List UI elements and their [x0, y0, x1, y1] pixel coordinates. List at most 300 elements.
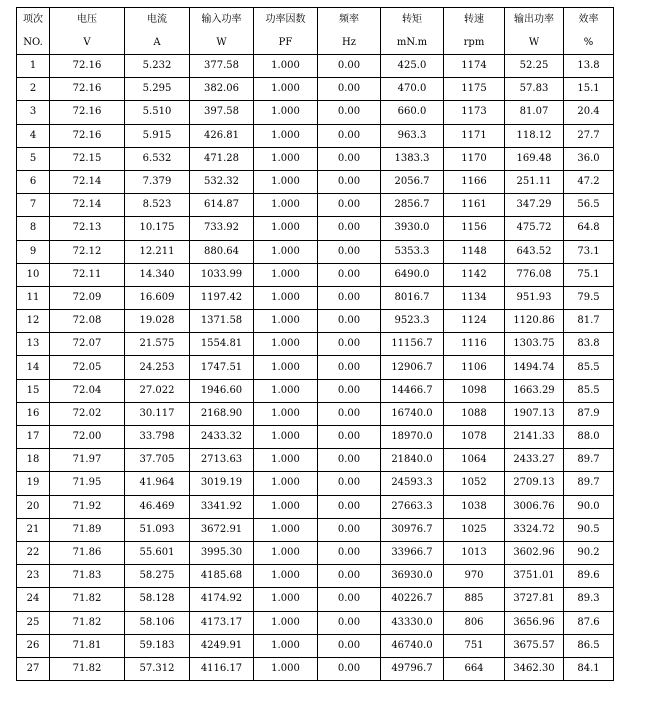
- header-cell: 转速: [444, 8, 505, 32]
- table-cell: 71.82: [50, 657, 125, 680]
- table-cell: 19.028: [125, 310, 190, 333]
- table-cell: 6: [17, 170, 50, 193]
- motor-test-data-table: [16, 7, 614, 681]
- table-row: [17, 495, 614, 518]
- table-cell: 72.16: [50, 55, 125, 78]
- table-cell: 3930.0: [381, 217, 444, 240]
- table-cell: 377.58: [190, 55, 254, 78]
- table-cell: 1.000: [254, 194, 318, 217]
- table-cell: 1371.58: [190, 310, 254, 333]
- table-cell: 1106: [444, 356, 505, 379]
- table-cell: 12: [17, 310, 50, 333]
- table-cell: 0.00: [318, 541, 381, 564]
- table-cell: 33966.7: [381, 541, 444, 564]
- header-cell: 频率: [318, 8, 381, 32]
- table-cell: 2433.27: [505, 449, 564, 472]
- table-cell: 85.5: [564, 356, 614, 379]
- table-header: [17, 8, 614, 55]
- table-cell: 9523.3: [381, 310, 444, 333]
- table-cell: 2709.13: [505, 472, 564, 495]
- table-cell: 1124: [444, 310, 505, 333]
- table-cell: 0.00: [318, 194, 381, 217]
- table-cell: 41.964: [125, 472, 190, 495]
- table-cell: 1.000: [254, 541, 318, 564]
- table-cell: 3019.19: [190, 472, 254, 495]
- table-cell: 1052: [444, 472, 505, 495]
- table-cell: 347.29: [505, 194, 564, 217]
- table-cell: 30976.7: [381, 518, 444, 541]
- table-cell: 16: [17, 402, 50, 425]
- table-cell: 3656.96: [505, 611, 564, 634]
- table-cell: 2: [17, 78, 50, 101]
- table-cell: 36930.0: [381, 565, 444, 588]
- table-cell: 8016.7: [381, 286, 444, 309]
- table-cell: 664: [444, 657, 505, 680]
- table-cell: 471.28: [190, 147, 254, 170]
- table-cell: 22: [17, 541, 50, 564]
- table-cell: 470.0: [381, 78, 444, 101]
- table-row: [17, 449, 614, 472]
- table-cell: 0.00: [318, 286, 381, 309]
- table-cell: 36.0: [564, 147, 614, 170]
- table-cell: 14466.7: [381, 379, 444, 402]
- table-cell: 1.000: [254, 634, 318, 657]
- table-cell: 84.1: [564, 657, 614, 680]
- table-cell: 11156.7: [381, 333, 444, 356]
- table-cell: 12.211: [125, 240, 190, 263]
- table-cell: 2433.32: [190, 426, 254, 449]
- table-cell: 71.97: [50, 449, 125, 472]
- table-cell: 6490.0: [381, 263, 444, 286]
- table-cell: 33.798: [125, 426, 190, 449]
- table-cell: 4249.91: [190, 634, 254, 657]
- table-cell: 72.14: [50, 170, 125, 193]
- table-cell: 1064: [444, 449, 505, 472]
- header-cell: 项次: [17, 8, 50, 32]
- table-cell: 885: [444, 588, 505, 611]
- table-cell: 2856.7: [381, 194, 444, 217]
- table-cell: 72.12: [50, 240, 125, 263]
- table-row: [17, 333, 614, 356]
- table-cell: 5.295: [125, 78, 190, 101]
- table-cell: 0.00: [318, 426, 381, 449]
- table-cell: 1166: [444, 170, 505, 193]
- table-cell: 18: [17, 449, 50, 472]
- header-cell: 电压: [50, 8, 125, 32]
- table-cell: 643.52: [505, 240, 564, 263]
- table-cell: 86.5: [564, 634, 614, 657]
- table-cell: 806: [444, 611, 505, 634]
- table-cell: 1.000: [254, 124, 318, 147]
- table-cell: 72.16: [50, 101, 125, 124]
- table-cell: 1038: [444, 495, 505, 518]
- table-cell: 0.00: [318, 147, 381, 170]
- table-cell: 0.00: [318, 170, 381, 193]
- table-cell: 1088: [444, 402, 505, 425]
- table-cell: 1134: [444, 286, 505, 309]
- table-cell: 72.14: [50, 194, 125, 217]
- table-cell: 87.6: [564, 611, 614, 634]
- table-cell: 3751.01: [505, 565, 564, 588]
- table-row: [17, 356, 614, 379]
- table-cell: 1161: [444, 194, 505, 217]
- table-row: [17, 472, 614, 495]
- table-row: [17, 217, 614, 240]
- table-cell: 40226.7: [381, 588, 444, 611]
- table-cell: 15: [17, 379, 50, 402]
- table-cell: 72.07: [50, 333, 125, 356]
- table-row: [17, 588, 614, 611]
- table-cell: 72.04: [50, 379, 125, 402]
- table-cell: 46.469: [125, 495, 190, 518]
- table-cell: 81.07: [505, 101, 564, 124]
- table-cell: 83.8: [564, 333, 614, 356]
- table-cell: 1.000: [254, 495, 318, 518]
- table-cell: 18970.0: [381, 426, 444, 449]
- table-cell: 1907.13: [505, 402, 564, 425]
- table-cell: 1.000: [254, 101, 318, 124]
- table-cell: 72.13: [50, 217, 125, 240]
- table-cell: 73.1: [564, 240, 614, 263]
- table-row: [17, 286, 614, 309]
- table-cell: 4173.17: [190, 611, 254, 634]
- table-cell: 0.00: [318, 217, 381, 240]
- table-row: [17, 124, 614, 147]
- table-cell: 251.11: [505, 170, 564, 193]
- table-cell: 0.00: [318, 124, 381, 147]
- table-cell: 660.0: [381, 101, 444, 124]
- unit-cell: W: [190, 31, 254, 55]
- table-cell: 89.7: [564, 449, 614, 472]
- table-cell: 81.7: [564, 310, 614, 333]
- table-cell: 951.93: [505, 286, 564, 309]
- table-cell: 24593.3: [381, 472, 444, 495]
- table-cell: 21840.0: [381, 449, 444, 472]
- table-cell: 1.000: [254, 565, 318, 588]
- table-cell: 71.82: [50, 611, 125, 634]
- table-cell: 425.0: [381, 55, 444, 78]
- table-row: [17, 634, 614, 657]
- table-cell: 1.000: [254, 518, 318, 541]
- table-cell: 1.000: [254, 472, 318, 495]
- table-cell: 6.532: [125, 147, 190, 170]
- table-cell: 3006.76: [505, 495, 564, 518]
- table-cell: 2141.33: [505, 426, 564, 449]
- table-cell: 15.1: [564, 78, 614, 101]
- table-cell: 72.16: [50, 124, 125, 147]
- table-cell: 5353.3: [381, 240, 444, 263]
- table-cell: 397.58: [190, 101, 254, 124]
- table-cell: 27.7: [564, 124, 614, 147]
- table-cell: 614.87: [190, 194, 254, 217]
- table-cell: 3727.81: [505, 588, 564, 611]
- table-cell: 426.81: [190, 124, 254, 147]
- table-cell: 51.093: [125, 518, 190, 541]
- table-cell: 1174: [444, 55, 505, 78]
- table-cell: 90.0: [564, 495, 614, 518]
- table-cell: 0.00: [318, 611, 381, 634]
- table-cell: 19: [17, 472, 50, 495]
- table-cell: 90.2: [564, 541, 614, 564]
- table-cell: 71.81: [50, 634, 125, 657]
- table-cell: 382.06: [190, 78, 254, 101]
- table-cell: 30.117: [125, 402, 190, 425]
- table-cell: 37.705: [125, 449, 190, 472]
- table-cell: 1.000: [254, 588, 318, 611]
- table-cell: 1.000: [254, 611, 318, 634]
- header-cell: 输入功率: [190, 8, 254, 32]
- table-cell: 72.11: [50, 263, 125, 286]
- table-cell: 55.601: [125, 541, 190, 564]
- table-row: [17, 194, 614, 217]
- table-cell: 1663.29: [505, 379, 564, 402]
- table-cell: 1747.51: [190, 356, 254, 379]
- table-cell: 3341.92: [190, 495, 254, 518]
- table-cell: 71.83: [50, 565, 125, 588]
- table-cell: 1.000: [254, 263, 318, 286]
- unit-cell: rpm: [444, 31, 505, 55]
- table-cell: 5.232: [125, 55, 190, 78]
- table-cell: 1.000: [254, 333, 318, 356]
- header-cell: 输出功率: [505, 8, 564, 32]
- table-cell: 0.00: [318, 518, 381, 541]
- table-row: [17, 611, 614, 634]
- table-cell: 1170: [444, 147, 505, 170]
- header-row-units: [17, 31, 614, 55]
- table-cell: 4116.17: [190, 657, 254, 680]
- table-row: [17, 147, 614, 170]
- table-row: [17, 310, 614, 333]
- table-cell: 71.92: [50, 495, 125, 518]
- table-cell: 58.128: [125, 588, 190, 611]
- table-cell: 1173: [444, 101, 505, 124]
- unit-cell: mN.m: [381, 31, 444, 55]
- table-row: [17, 379, 614, 402]
- table-cell: 1078: [444, 426, 505, 449]
- table-cell: 1.000: [254, 449, 318, 472]
- table-row: [17, 426, 614, 449]
- table-cell: 26: [17, 634, 50, 657]
- table-cell: 7.379: [125, 170, 190, 193]
- table-cell: 3602.96: [505, 541, 564, 564]
- table-row: [17, 657, 614, 680]
- table-cell: 27663.3: [381, 495, 444, 518]
- table-cell: 0.00: [318, 263, 381, 286]
- table-row: [17, 55, 614, 78]
- table-row: [17, 541, 614, 564]
- table-cell: 0.00: [318, 634, 381, 657]
- table-cell: 0.00: [318, 402, 381, 425]
- table-cell: 1.000: [254, 310, 318, 333]
- table-cell: 27: [17, 657, 50, 680]
- table-cell: 0.00: [318, 379, 381, 402]
- table-cell: 56.5: [564, 194, 614, 217]
- table-row: [17, 402, 614, 425]
- table-cell: 1116: [444, 333, 505, 356]
- table-row: [17, 240, 614, 263]
- table-cell: 1098: [444, 379, 505, 402]
- table-cell: 89.7: [564, 472, 614, 495]
- table-cell: 89.3: [564, 588, 614, 611]
- table-cell: 25: [17, 611, 50, 634]
- table-cell: 0.00: [318, 356, 381, 379]
- table-cell: 47.2: [564, 170, 614, 193]
- table-cell: 3675.57: [505, 634, 564, 657]
- table-cell: 10.175: [125, 217, 190, 240]
- table-cell: 963.3: [381, 124, 444, 147]
- table-cell: 1: [17, 55, 50, 78]
- table-cell: 0.00: [318, 101, 381, 124]
- table-cell: 733.92: [190, 217, 254, 240]
- table-cell: 1013: [444, 541, 505, 564]
- table-cell: 46740.0: [381, 634, 444, 657]
- table-cell: 776.08: [505, 263, 564, 286]
- table-cell: 1142: [444, 263, 505, 286]
- table-row: [17, 78, 614, 101]
- table-cell: 72.09: [50, 286, 125, 309]
- table-cell: 1.000: [254, 426, 318, 449]
- table-cell: 64.8: [564, 217, 614, 240]
- table-cell: 1197.42: [190, 286, 254, 309]
- table-cell: 1156: [444, 217, 505, 240]
- table-cell: 0.00: [318, 495, 381, 518]
- table-cell: 475.72: [505, 217, 564, 240]
- table-cell: 880.64: [190, 240, 254, 263]
- unit-cell: PF: [254, 31, 318, 55]
- table-cell: 57.83: [505, 78, 564, 101]
- table-cell: 79.5: [564, 286, 614, 309]
- table-cell: 1383.3: [381, 147, 444, 170]
- table-cell: 16.609: [125, 286, 190, 309]
- table-cell: 72.15: [50, 147, 125, 170]
- header-cell: 功率因数: [254, 8, 318, 32]
- table-cell: 17: [17, 426, 50, 449]
- table-cell: 88.0: [564, 426, 614, 449]
- header-cell: 转矩: [381, 8, 444, 32]
- table-cell: 1033.99: [190, 263, 254, 286]
- table-cell: 0.00: [318, 78, 381, 101]
- unit-cell: A: [125, 31, 190, 55]
- table-cell: 71.86: [50, 541, 125, 564]
- table-row: [17, 263, 614, 286]
- table-cell: 14.340: [125, 263, 190, 286]
- table-cell: 12906.7: [381, 356, 444, 379]
- table-cell: 21.575: [125, 333, 190, 356]
- table-cell: 0.00: [318, 588, 381, 611]
- table-cell: 970: [444, 565, 505, 588]
- table-cell: 1171: [444, 124, 505, 147]
- table-cell: 0.00: [318, 472, 381, 495]
- table-cell: 58.275: [125, 565, 190, 588]
- table-cell: 24.253: [125, 356, 190, 379]
- table-cell: 58.106: [125, 611, 190, 634]
- table-cell: 13: [17, 333, 50, 356]
- table-cell: 2168.90: [190, 402, 254, 425]
- table-cell: 1.000: [254, 402, 318, 425]
- table-cell: 3672.91: [190, 518, 254, 541]
- table-cell: 20.4: [564, 101, 614, 124]
- table-body: [17, 55, 614, 681]
- table-cell: 1.000: [254, 147, 318, 170]
- table-cell: 0.00: [318, 310, 381, 333]
- table-cell: 1946.60: [190, 379, 254, 402]
- table-cell: 72.02: [50, 402, 125, 425]
- table-cell: 14: [17, 356, 50, 379]
- table-cell: 7: [17, 194, 50, 217]
- table-cell: 1.000: [254, 217, 318, 240]
- table-cell: 1.000: [254, 379, 318, 402]
- unit-cell: W: [505, 31, 564, 55]
- table-cell: 71.95: [50, 472, 125, 495]
- table-cell: 59.183: [125, 634, 190, 657]
- table-cell: 71.89: [50, 518, 125, 541]
- table-cell: 85.5: [564, 379, 614, 402]
- table-cell: 1554.81: [190, 333, 254, 356]
- table-cell: 1.000: [254, 78, 318, 101]
- table-cell: 0.00: [318, 55, 381, 78]
- table-cell: 72.00: [50, 426, 125, 449]
- table-cell: 89.6: [564, 565, 614, 588]
- table-cell: 1.000: [254, 356, 318, 379]
- unit-cell: %: [564, 31, 614, 55]
- table-cell: 4174.92: [190, 588, 254, 611]
- table-cell: 72.08: [50, 310, 125, 333]
- table-cell: 169.48: [505, 147, 564, 170]
- table-cell: 20: [17, 495, 50, 518]
- table-cell: 4: [17, 124, 50, 147]
- unit-cell: Hz: [318, 31, 381, 55]
- table-cell: 49796.7: [381, 657, 444, 680]
- table-cell: 751: [444, 634, 505, 657]
- table-cell: 10: [17, 263, 50, 286]
- table-cell: 1303.75: [505, 333, 564, 356]
- table-cell: 118.12: [505, 124, 564, 147]
- table-cell: 5.915: [125, 124, 190, 147]
- table-cell: 13.8: [564, 55, 614, 78]
- table-cell: 4185.68: [190, 565, 254, 588]
- table-cell: 1.000: [254, 657, 318, 680]
- table-cell: 90.5: [564, 518, 614, 541]
- header-cell: 效率: [564, 8, 614, 32]
- table-cell: 16740.0: [381, 402, 444, 425]
- table-cell: 0.00: [318, 449, 381, 472]
- table-cell: 3462.30: [505, 657, 564, 680]
- table-cell: 5.510: [125, 101, 190, 124]
- table-cell: 27.022: [125, 379, 190, 402]
- table-cell: 1.000: [254, 240, 318, 263]
- table-row: [17, 101, 614, 124]
- table-cell: 9: [17, 240, 50, 263]
- table-cell: 2713.63: [190, 449, 254, 472]
- header-cell: 电流: [125, 8, 190, 32]
- table-cell: 8.523: [125, 194, 190, 217]
- table-cell: 1120.86: [505, 310, 564, 333]
- table-cell: 72.16: [50, 78, 125, 101]
- table-row: [17, 170, 614, 193]
- table-cell: 1494.74: [505, 356, 564, 379]
- table-row: [17, 518, 614, 541]
- table-cell: 0.00: [318, 240, 381, 263]
- table-cell: 75.1: [564, 263, 614, 286]
- table-cell: 21: [17, 518, 50, 541]
- table-cell: 71.82: [50, 588, 125, 611]
- table-cell: 8: [17, 217, 50, 240]
- table-cell: 11: [17, 286, 50, 309]
- table-cell: 3324.72: [505, 518, 564, 541]
- table-cell: 0.00: [318, 657, 381, 680]
- table-cell: 72.05: [50, 356, 125, 379]
- table-cell: 1.000: [254, 55, 318, 78]
